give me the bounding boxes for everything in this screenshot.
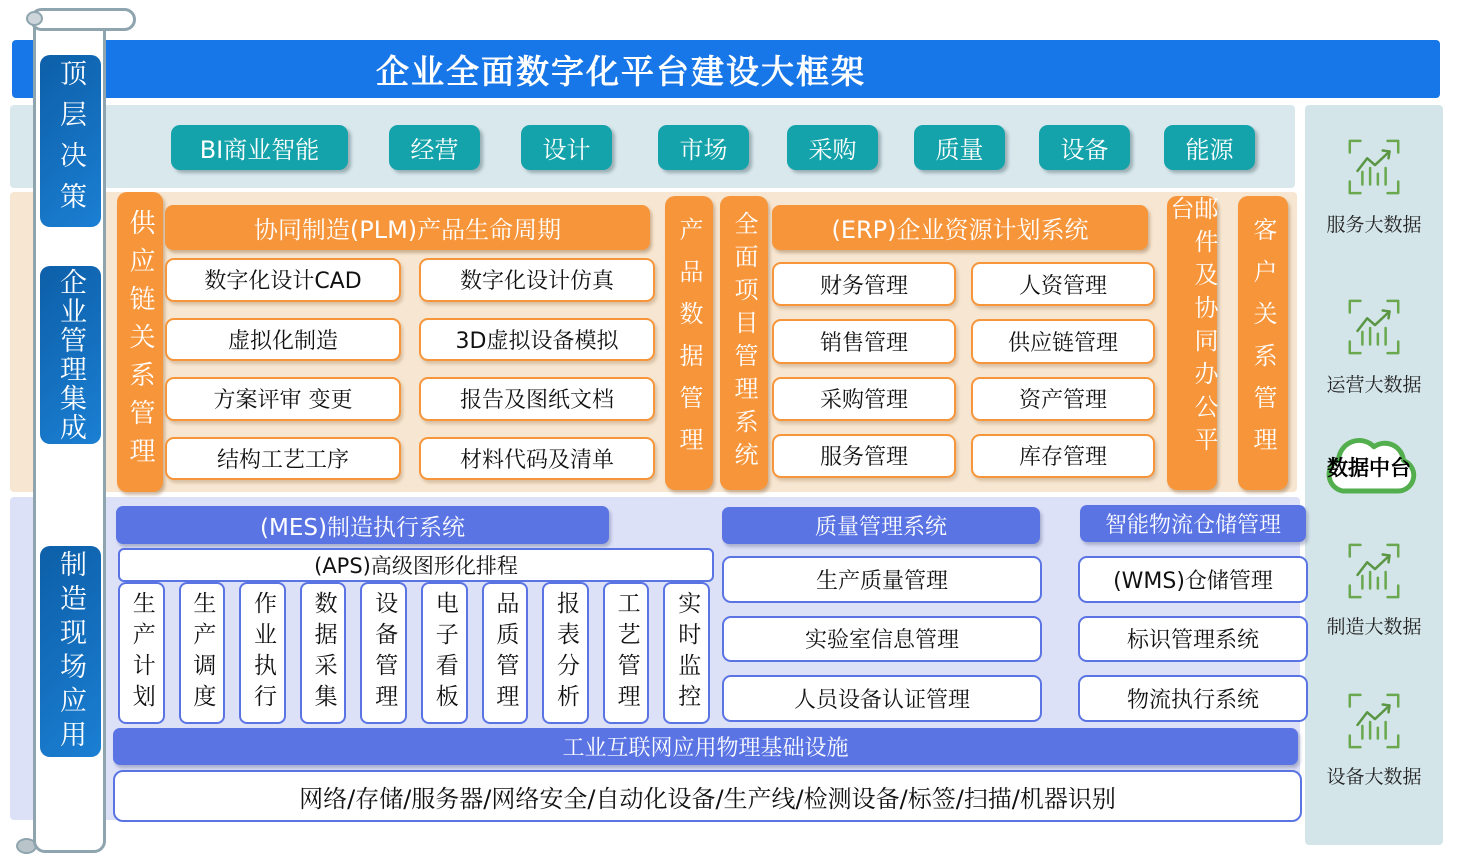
erp-item: 服务管理 [772, 434, 956, 478]
mail-office-label: 邮件及协同办公平台 [1166, 196, 1218, 460]
erp-grid [772, 262, 1155, 478]
plm-item: 数字化设计CAD [165, 258, 401, 302]
mes-header: (MES)制造执行系统 [116, 506, 609, 544]
mes-card: 报表分析 [542, 582, 589, 724]
plm-item: 报告及图纸文档 [419, 377, 655, 421]
logistics-header: 智能物流仓储管理 [1080, 505, 1306, 542]
erp-item: 销售管理 [772, 319, 956, 363]
button-design: 设计 [521, 125, 612, 170]
infrastructure-bar: 工业互联网应用物理基础设施 [113, 728, 1298, 765]
mail-office-bar [1167, 196, 1217, 490]
logistics-item: 标识管理系统 [1078, 616, 1308, 663]
quality-items [722, 556, 1042, 722]
layer-label: 企业管理集成 [55, 268, 86, 442]
quality-item: 实验室信息管理 [722, 616, 1042, 663]
bigdata-label-equipment: 设备大数据 [1326, 766, 1422, 788]
button-procurement: 采购 [787, 125, 878, 170]
big-data-chart-icon [1343, 540, 1405, 606]
pdm-bar [665, 196, 713, 490]
mes-card: 作业执行 [239, 582, 286, 724]
project-system-label: 全面项目管理系统 [730, 211, 758, 475]
project-system-bar [720, 196, 768, 490]
bigdata-label-manufacturing: 制造大数据 [1326, 616, 1422, 638]
erp-header: (ERP)企业资源计划系统 [772, 205, 1148, 250]
mes-card: 设备管理 [360, 582, 407, 724]
mes-card: 数据采集 [300, 582, 347, 724]
mes-card: 生产调度 [179, 582, 226, 724]
quality-item: 人员设备认证管理 [722, 675, 1042, 722]
quality-system-header: 质量管理系统 [722, 507, 1040, 544]
layer-top-decision [40, 55, 101, 227]
crm-label: 客户关系管理 [1249, 217, 1277, 469]
bigdata-label-operation: 运营大数据 [1326, 374, 1422, 396]
page-title: 企业全面数字化平台建设大框架 [376, 51, 866, 91]
plm-header: 协同制造(PLM)产品生命周期 [165, 205, 650, 250]
quality-item: 生产质量管理 [722, 556, 1042, 603]
mes-card: 生产计划 [118, 582, 165, 724]
erp-item: 人资管理 [971, 262, 1155, 306]
button-equipment: 设备 [1039, 125, 1130, 170]
layer-enterprise-integration [40, 266, 101, 444]
plm-item: 虚拟化制造 [165, 318, 401, 362]
mes-cards-grid [118, 582, 710, 724]
plm-item: 材料代码及清单 [419, 437, 655, 481]
infrastructure-detail-box: 网络/存储/服务器/网络安全/自动化设备/生产线/检测设备/标签/扫描/机器识别 [113, 770, 1302, 822]
big-data-chart-icon [1343, 690, 1405, 756]
button-quality: 质量 [914, 125, 1005, 170]
button-energy: 能源 [1164, 125, 1255, 170]
plm-item: 数字化设计仿真 [419, 258, 655, 302]
crm-bar [1238, 196, 1288, 490]
mes-card: 电子看板 [421, 582, 468, 724]
mes-card: 品质管理 [482, 582, 529, 724]
mes-card: 工艺管理 [603, 582, 650, 724]
big-data-chart-icon [1343, 136, 1405, 202]
scroll-roll-end [26, 11, 43, 26]
erp-item: 财务管理 [772, 262, 956, 306]
button-bi: BI商业智能 [171, 125, 348, 170]
data-middle-platform-label: 数据中台 [1327, 456, 1411, 480]
supply-chain-label: 供应链关系管理 [125, 209, 155, 475]
layer-shopfloor-application [40, 546, 101, 757]
pdm-label: 产品数据管理 [675, 217, 703, 469]
plm-item: 3D虚拟设备模拟 [419, 318, 655, 362]
erp-item: 采购管理 [772, 377, 956, 421]
button-market: 市场 [658, 125, 749, 170]
supply-chain-bar [117, 192, 163, 492]
erp-item: 供应链管理 [971, 319, 1155, 363]
layer-label: 顶层决策 [55, 59, 86, 223]
bigdata-label-service: 服务大数据 [1326, 214, 1422, 236]
erp-item: 资产管理 [971, 377, 1155, 421]
logistics-item: 物流执行系统 [1078, 675, 1308, 722]
big-data-chart-icon [1343, 296, 1405, 362]
button-operation: 经营 [389, 125, 480, 170]
plm-grid [165, 258, 655, 480]
plm-item: 结构工艺工序 [165, 437, 401, 481]
plm-item: 方案评审 变更 [165, 377, 401, 421]
mes-card: 实时监控 [663, 582, 710, 724]
logistics-item: (WMS)仓储管理 [1078, 556, 1308, 603]
logistics-items [1078, 556, 1308, 722]
layer-label: 制造现场应用 [55, 549, 86, 754]
erp-item: 库存管理 [971, 434, 1155, 478]
scroll-top-roll [30, 8, 136, 31]
aps-box: (APS)高级图形化排程 [118, 548, 714, 582]
